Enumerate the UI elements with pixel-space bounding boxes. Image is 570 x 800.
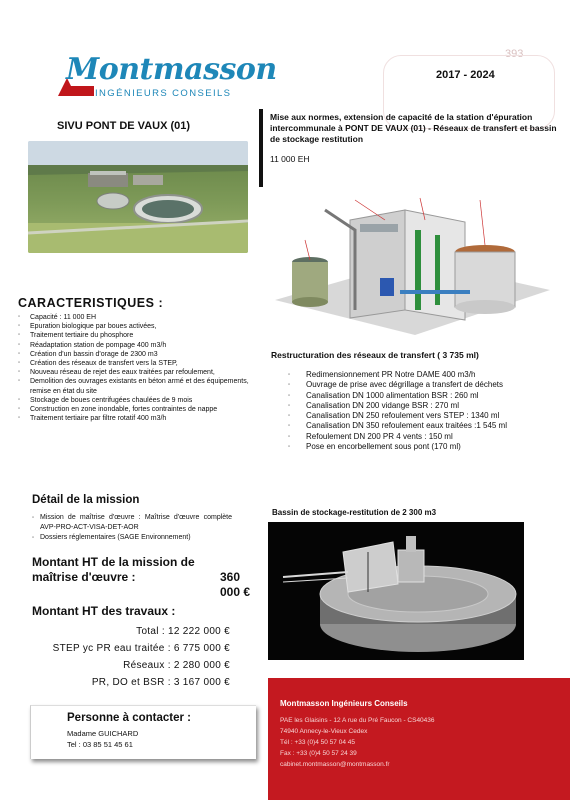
- company-name: Montmasson Ingénieurs Conseils: [280, 699, 408, 708]
- company-email[interactable]: cabinet.montmasson@montmasson.fr: [280, 761, 390, 768]
- list-item: ▫ Traitement tertiaire du phosphore: [18, 331, 268, 340]
- list-item: ▫ Canalisation DN 200 vidange BSR : 270 ml: [288, 401, 558, 411]
- project-capacity: 11 000 EH: [270, 154, 310, 164]
- client-name: SIVU PONT DE VAUX (01): [57, 120, 191, 132]
- list-item: ▫ Canalisation DN 1000 alimentation BSR : 260 ml: [288, 391, 558, 401]
- aerial-photo-drawing: [28, 141, 248, 253]
- company-address-line2: 74940 Annecy-le-Vieux Cedex: [280, 728, 368, 735]
- mission-amount-label: Montant HT de la mission de maîtrise d'œuvre :: [32, 555, 195, 584]
- title-accent-bar: [259, 109, 263, 187]
- project-years: 2017 - 2024: [436, 69, 495, 81]
- mission-heading: Détail de la mission: [32, 494, 140, 506]
- restructuration-heading: Restructuration des réseaux de transfert ( 3 735 ml): [271, 350, 479, 360]
- travaux-heading: Montant HT des travaux :: [32, 604, 176, 618]
- travaux-step: STEP yc PR eau traitée : 6 775 000 €: [52, 643, 230, 654]
- list-item: ▫ Création des réseaux de transfert vers la STEP,: [18, 359, 268, 368]
- list-item: ▫ Epuration biologique par boues activées,: [18, 322, 268, 331]
- project-title: Mise aux normes, extension de capacité de la station d'épuration intercommunale à PONT DE VAUX (01) - Réseaux de transfert et bassin de stockage restitution: [270, 112, 557, 144]
- list-item: ▫ Redimensionnement PR Notre DAME 400 m3/h: [288, 370, 558, 380]
- logo-wordmark: Montmasson: [66, 52, 277, 87]
- company-logo: [40, 50, 277, 105]
- travaux-total: Total : 12 222 000 €: [136, 626, 230, 637]
- contact-heading: Personne à contacter :: [67, 712, 191, 724]
- list-item: ▫ Canalisation DN 350 refoulement eaux traitées :1 545 ml: [288, 421, 558, 431]
- contact-name: Madame GUICHARD: [67, 729, 139, 738]
- list-item: ▫ Création d'un bassin d'orage de 2300 m3: [18, 350, 268, 359]
- list-item: ▫ Refoulement DN 200 PR 4 vents : 150 ml: [288, 432, 558, 442]
- storage-basin-render: [268, 522, 524, 660]
- list-item: ▫ Pose en encorbellement sous pont (170 ml): [288, 442, 558, 452]
- list-item: ▫ Demolition des ouvrages existants en béton armé et des équipements, remise en état du site: [18, 377, 268, 395]
- logo-subtitle: INGÉNIEURS CONSEILS: [95, 88, 232, 99]
- contact-phone: Tel : 03 85 51 45 61: [67, 740, 133, 749]
- list-item: ▫ Stockage de boues centrifugées chaulées de 9 mois: [18, 396, 268, 405]
- bassin-heading: Bassin de stockage-restitution de 2 300 m3: [272, 508, 437, 517]
- travaux-pr: PR, DO et BSR : 3 167 000 €: [91, 677, 230, 688]
- list-item: ▫ Nouveau réseau de rejet des eaux traitées par refoulement,: [18, 368, 268, 377]
- mission-amount-value: 360 000 €: [220, 570, 251, 599]
- mission-list: [32, 513, 232, 543]
- list-item: ▫ Construction en zone inondable, fortes contraintes de nappe: [18, 405, 268, 414]
- list-item: ▫ Capacité : 11 000 EH: [18, 313, 268, 322]
- pumping-station-render: [265, 190, 555, 340]
- caracteristiques-list: [18, 313, 268, 423]
- company-tel: Tél : +33 (0)4 50 57 04 45: [280, 739, 355, 746]
- travaux-reseaux: Réseaux : 2 280 000 €: [123, 660, 230, 671]
- contact-box: [30, 705, 256, 759]
- aerial-photo: [28, 141, 248, 253]
- list-item: ▫ Traitement tertiaire par filtre rotatif 400 m3/h: [18, 414, 268, 423]
- logo-base-mark: [66, 86, 94, 96]
- company-address-line1: PAE les Glaisins - 12 A rue du Pré Faucon - CS40436: [280, 717, 435, 724]
- page-number: 393: [505, 48, 524, 60]
- caracteristiques-heading: CARACTERISTIQUES :: [18, 296, 164, 310]
- pumping-station-drawing: [265, 190, 555, 340]
- list-item: ▫ Réadaptation station de pompage 400 m3/h: [18, 341, 268, 350]
- company-fax: Fax : +33 (0)4 50 57 24 39: [280, 750, 357, 757]
- mission-amount: [32, 555, 262, 599]
- storage-basin-drawing: [268, 522, 524, 660]
- restructuration-list: [288, 370, 558, 452]
- list-item: ▫ Ouvrage de prise avec dégrillage a transfert de déchets: [288, 380, 558, 390]
- list-item: ▫ Canalisation DN 250 refoulement vers STEP : 1340 ml: [288, 411, 558, 421]
- company-contact-panel: [268, 678, 570, 800]
- list-item: ▫ Dossiers réglementaires (SAGE Environnement): [32, 533, 232, 543]
- list-item: ▫ Mission de maîtrise d'œuvre : Maîtrise d'œuvre complète AVP-PRO-ACT-VISA-DET-AOR: [32, 513, 232, 533]
